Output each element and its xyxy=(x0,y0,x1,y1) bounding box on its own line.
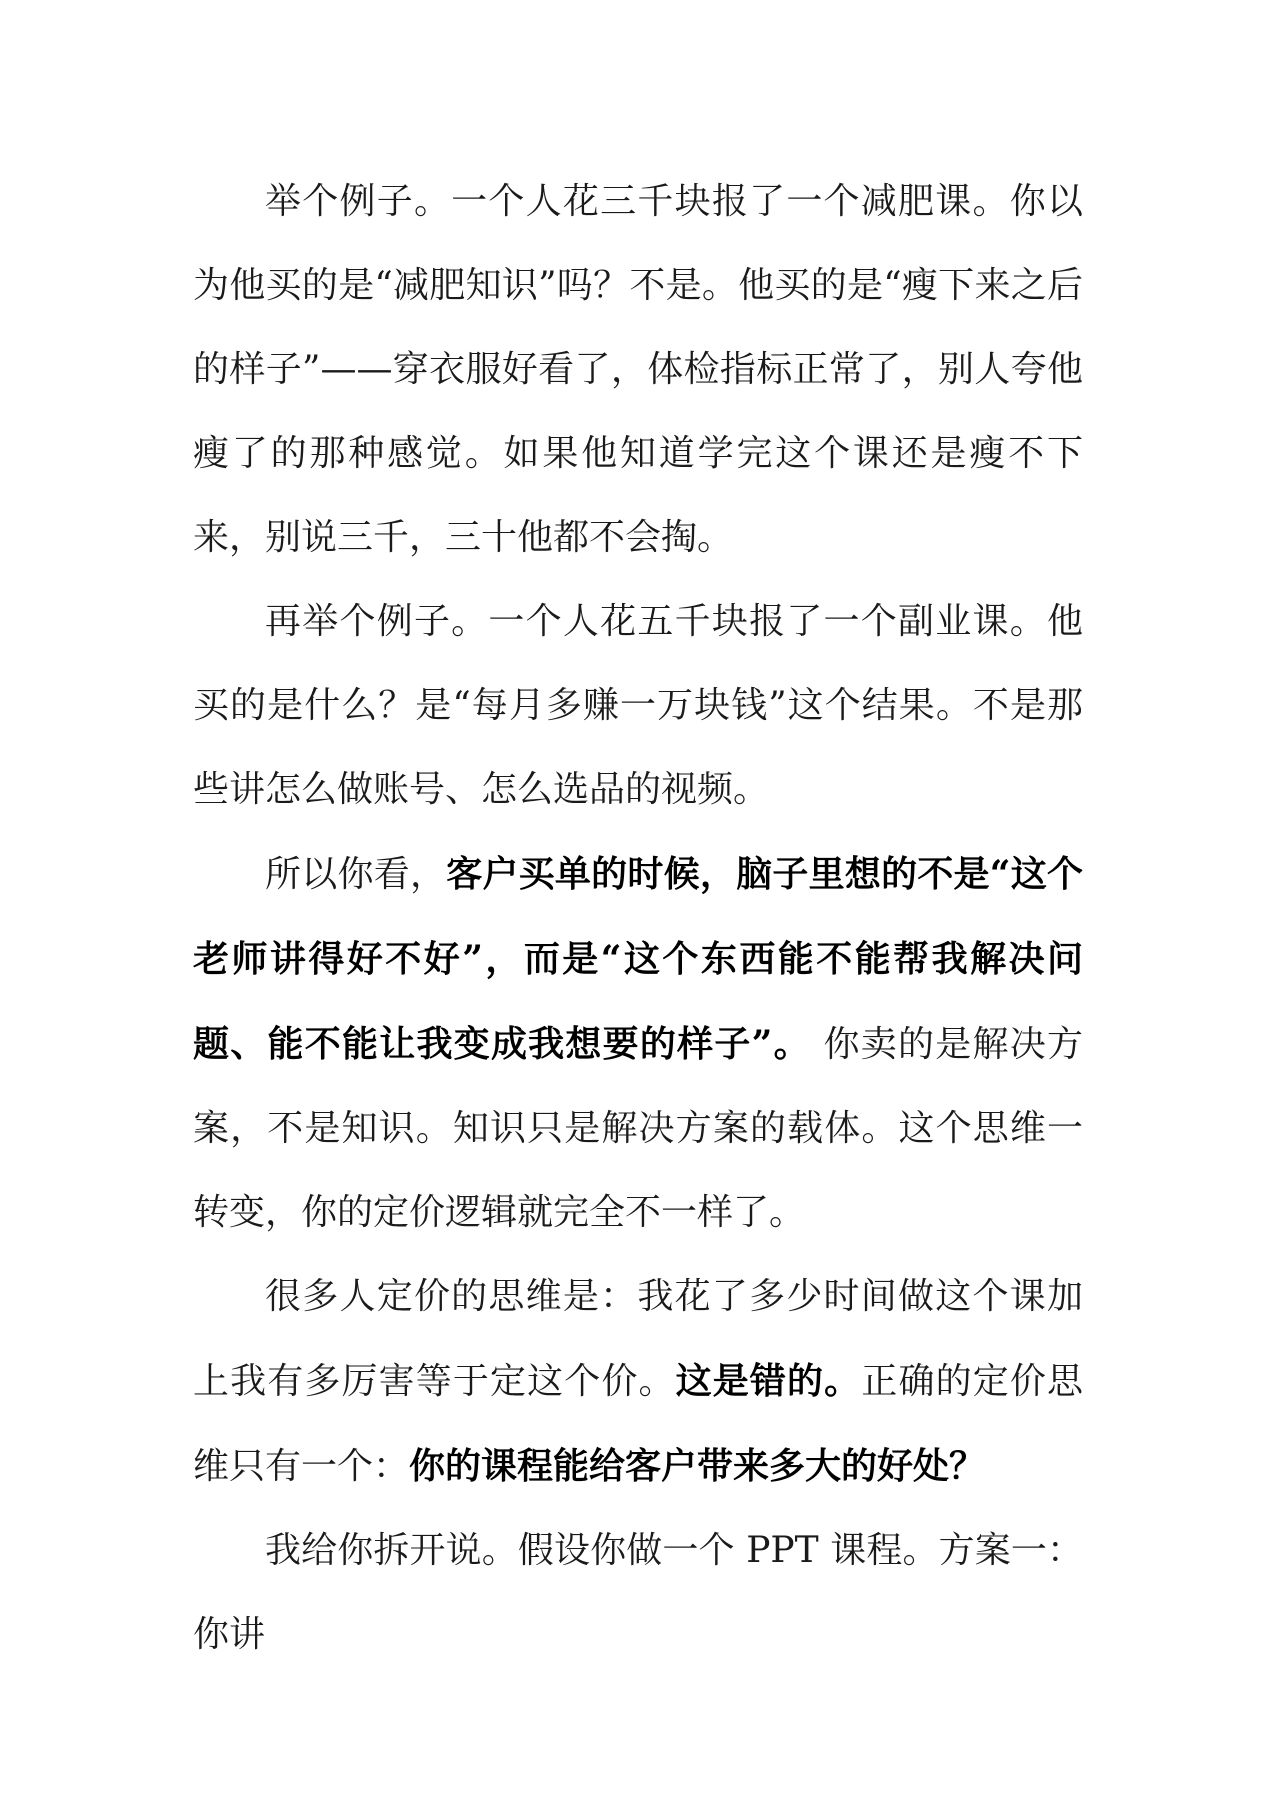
document-body xyxy=(193,160,1083,1677)
paragraph-3 xyxy=(193,832,1083,1255)
text-segment: 我给你拆开说。假设你做一个 PPT 课程。方案一：你讲 xyxy=(193,1530,1083,1655)
bold-text-segment: 这是错的。 xyxy=(675,1360,862,1402)
text-segment: 你卖的是解决方案，不是知识。知识只是解决方案的载体。这个思维一转变，你的定价逻辑就完全不一样了。 xyxy=(193,1024,1083,1233)
paragraph-1 xyxy=(193,160,1083,580)
text-segment: 很多人定价的思维是：我花了多少时间做这个课加上我有多厉害等于定这个价。 xyxy=(193,1276,1083,1402)
paragraph-5 xyxy=(193,1509,1083,1677)
text-segment: 所以你看， xyxy=(265,854,447,895)
paragraph-4 xyxy=(193,1255,1083,1509)
bold-text-segment: 客户买单的时候，脑子里想的不是“这个老师讲得好不好”，而是“这个东西能不能帮我解决问题、能不能让我变成我想要的样子”。 xyxy=(193,853,1083,1065)
paragraph-2 xyxy=(193,580,1083,832)
text-segment: 举个例子。一个人花三千块报了一个减肥课。你以为他买的是“减肥知识”吗？不是。他买的是“瘦下来之后的样子”——穿衣服好看了，体检指标正常了，别人夸他瘦了的那种感觉。如果他知道学完这个课还是瘦不下来，别说三千，三十他都不会掏。 xyxy=(193,181,1083,558)
text-segment: 正确的定价思维只有一个： xyxy=(193,1361,1083,1487)
bold-text-segment: 你的课程能给客户带来多大的好处？ xyxy=(409,1445,986,1487)
text-segment: 再举个例子。一个人花五千块报了一个副业课。他买的是什么？是“每月多赚一万块钱”这个结果。不是那些讲怎么做账号、怎么选品的视频。 xyxy=(193,601,1083,810)
